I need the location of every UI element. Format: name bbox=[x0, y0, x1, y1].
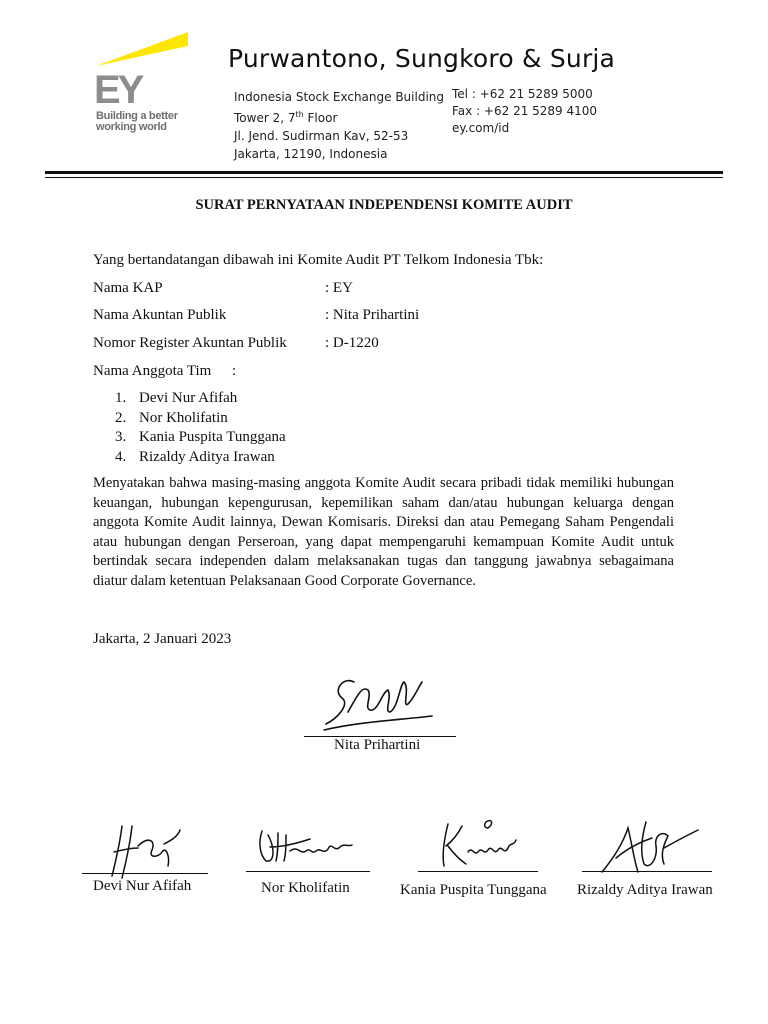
list-item: 1. Devi Nur Afifah bbox=[115, 390, 238, 406]
signer-name-member: Devi Nur Afifah bbox=[93, 878, 192, 894]
address-line: Jl. Jend. Sudirman Kav, 52-53 bbox=[234, 129, 409, 143]
signature-line bbox=[582, 871, 712, 872]
ey-logo-tagline: Building a better working world bbox=[96, 110, 178, 133]
statement-paragraph: Menyatakan bahwa masing-masing anggota Komite Audit secara pribadi tidak memiliki hubungan keuangan, hubungan kepengurusan, kepemilikan saham dan/atau hubungan keluarga dengan anggota Komite Audit lainnya, Dewan Komisaris. Direksi dan atau Pemegang Saham Pengendali atau hubungan dengan Perseroan, yang dapat mempengaruhi kemampuan Komite Audit untuk bertindak secara independen dalam melaksanakan tugas dan tanggung jawabnya sebagaimana diatur dalam ketentuan Pelaksanaan Good Corporate Governance. bbox=[93, 475, 674, 589]
list-item: 3. Kania Puspita Tunggana bbox=[115, 429, 286, 445]
signature-nita-prihartini bbox=[318, 668, 436, 738]
contact-web: ey.com/id bbox=[452, 121, 510, 135]
field-label-register: Nomor Register Akuntan Publik bbox=[93, 335, 287, 351]
letter-title: SURAT PERNYATAAN INDEPENDENSI KOMITE AUDIT bbox=[195, 197, 573, 213]
address-line: Indonesia Stock Exchange Building bbox=[234, 90, 444, 104]
signature-devi-nur-afifah bbox=[108, 822, 184, 880]
signer-name-main: Nita Prihartini bbox=[334, 737, 421, 753]
signature-rizaldy-aditya-irawan bbox=[598, 818, 704, 878]
team-label: Nama Anggota Tim bbox=[93, 363, 212, 379]
list-item: 2. Nor Kholifatin bbox=[115, 409, 228, 426]
signature-nor-kholifatin bbox=[254, 825, 358, 869]
contact-fax: Fax : +62 21 5289 4100 bbox=[452, 104, 598, 118]
firm-address bbox=[234, 88, 444, 163]
signature-line bbox=[82, 873, 208, 874]
team-colon: : bbox=[232, 363, 237, 379]
ey-logo-slash bbox=[96, 32, 188, 71]
field-value-register: : D-1220 bbox=[325, 335, 379, 351]
field-label-accountant: Nama Akuntan Publik bbox=[93, 307, 227, 323]
address-line: Jakarta, 12190, Indonesia bbox=[234, 147, 388, 161]
field-label-kap: Nama KAP bbox=[93, 280, 163, 296]
signer-name-member: Kania Puspita Tunggana bbox=[400, 882, 547, 898]
field-value-kap: : EY bbox=[325, 280, 353, 296]
team-list bbox=[115, 389, 286, 467]
header-divider-thin bbox=[45, 177, 723, 178]
signer-name-member: Rizaldy Aditya Irawan bbox=[577, 882, 713, 898]
signer-name-member: Nor Kholifatin bbox=[261, 880, 350, 896]
signature-kania-puspita-tunggana bbox=[434, 816, 520, 872]
place-date: Jakarta, 2 Januari 2023 bbox=[93, 631, 232, 647]
firm-name: Purwantono, Sungkoro & Surja bbox=[228, 44, 616, 73]
contact-tel: Tel : +62 21 5289 5000 bbox=[452, 87, 593, 101]
address-line: Tower 2, 7th Floor bbox=[234, 110, 338, 125]
list-item: 4. Rizaldy Aditya Irawan bbox=[115, 448, 275, 465]
firm-contact bbox=[452, 86, 597, 137]
signature-line bbox=[418, 871, 538, 872]
ey-logo-text: EY bbox=[94, 68, 142, 112]
signature-line bbox=[246, 871, 370, 872]
header-divider-thick bbox=[45, 171, 723, 174]
field-value-accountant: : Nita Prihartini bbox=[325, 307, 420, 323]
letter-intro: Yang bertandatangan dibawah ini Komite Audit PT Telkom Indonesia Tbk: bbox=[93, 252, 544, 268]
